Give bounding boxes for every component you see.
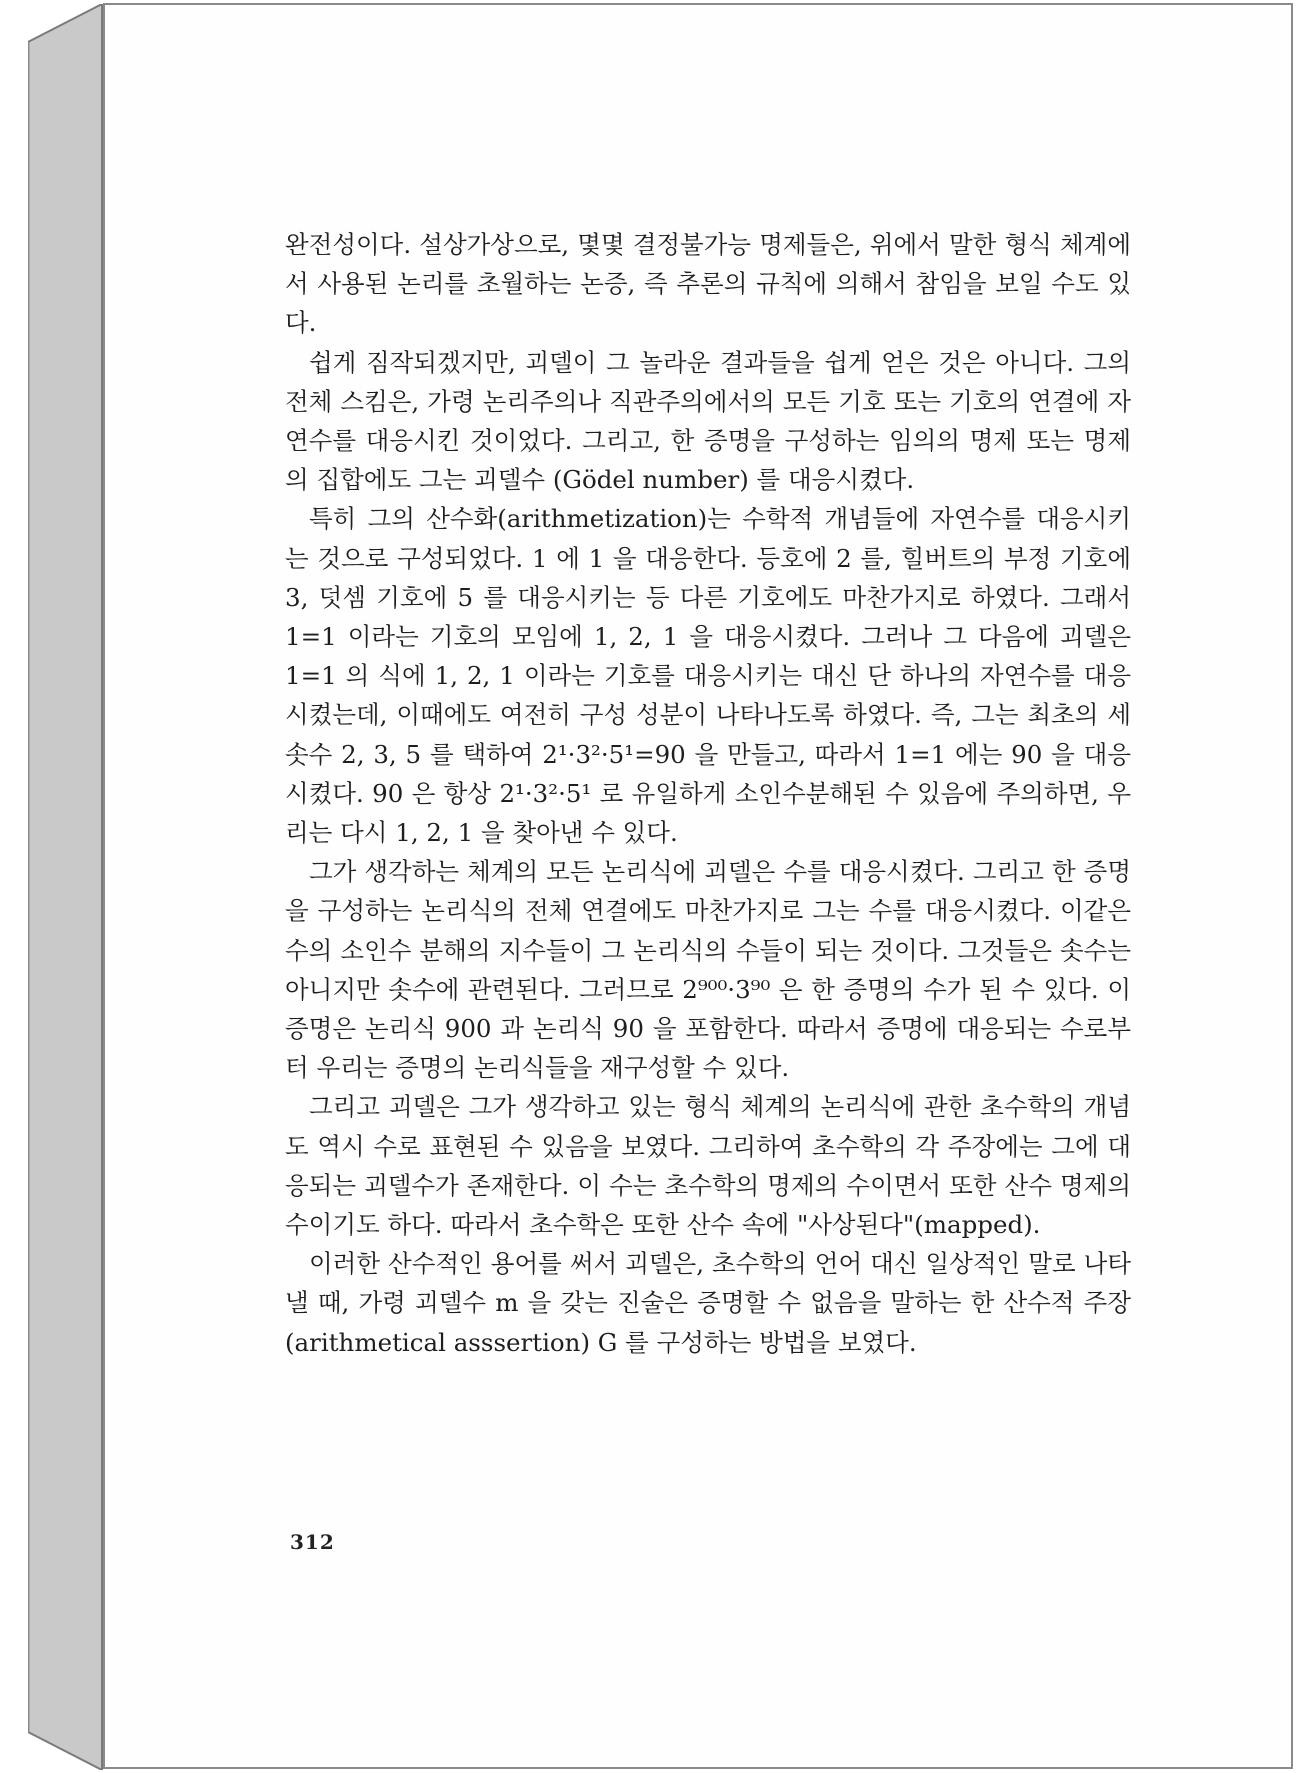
page-number: 312 <box>290 1530 335 1554</box>
paragraph: 그리고 괴델은 그가 생각하고 있는 형식 체계의 논리식에 관한 초수학의 개념도 역시 수로 표현된 수 있음을 보였다. 그리하여 초수학의 각 주장에는 그에 대응되는 괴델수가 존재한다. 이 수는 초수학의 명제의 수이면서 또한 산수 명제의 수이기도 하다. 따라서 초수학은 또한 산수 속에 "사상된다"(mapped). <box>285 1092 1131 1240</box>
page-text <box>285 225 1131 1362</box>
paragraph: 특히 그의 산수화(arithmetization)는 수학적 개념들에 자연수를 대응시키는 것으로 구성되었다. 1 에 1 을 대응한다. 등호에 2 를, 힐버트의 부정 기호에 3, 덧셈 기호에 5 를 대응시키는 등 다른 기호에도 마찬가지로 하였다. 그래서 1=1 이라는 기호의 모임에 1, 2, 1 을 대응시켰다. 그러나 그 다음에 괴델은 1=1 의 식에 1, 2, 1 이라는 기호를 대응시키는 대신 단 하나의 자연수를 대응시켰는데, 이때에도 여전히 구성 성분이 나타나도록 하였다. 즉, 그는 최초의 세 솟수 2, 3, 5 를 택하여 2¹·3²·5¹=90 을 만들고, 따라서 1=1 에는 90 을 대응시켰다. 90 은 항상 2¹·3²·5¹ 로 유일하게 소인수분해된 수 있음에 주의하면, 우리는 다시 1, 2, 1 을 찾아낸 수 있다. <box>285 504 1131 848</box>
paragraph: 완전성이다. 설상가상으로, 몇몇 결정불가능 명제들은, 위에서 말한 형식 체계에서 사용된 논리를 초월하는 논증, 즉 추론의 규칙에 의해서 참임을 보일 수도 있다. <box>285 230 1131 338</box>
paragraph: 이러한 산수적인 용어를 써서 괴델은, 초수학의 언어 대신 일상적인 말로 나타낼 때, 가령 괴델수 m 을 갖는 진술은 증명할 수 없음을 말하는 한 산수적 주장(arithmetical asssertion) G 를 구성하는 방법을 보였다. <box>285 1249 1131 1357</box>
paragraph: 그가 생각하는 체계의 모든 논리식에 괴델은 수를 대응시켰다. 그리고 한 증명을 구성하는 논리식의 전체 연결에도 마찬가지로 그는 수를 대응시켰다. 이같은 수의 소인수 분해의 지수들이 그 논리식의 수들이 되는 것이다. 그것들은 솟수는 아니지만 솟수에 관련된다. 그러므로 2⁹⁰⁰·3⁹⁰ 은 한 증명의 수가 된 수 있다. 이 증명은 논리식 900 과 논리식 90 을 포함한다. 따라서 증명에 대응되는 수로부터 우리는 증명의 논리식들을 재구성할 수 있다. <box>285 857 1131 1083</box>
book-spine <box>28 4 104 1770</box>
paragraph: 쉽게 짐작되겠지만, 괴델이 그 놀라운 결과들을 쉽게 얻은 것은 아니다. 그의 전체 스킴은, 가령 논리주의나 직관주의에서의 모든 기호 또는 기호의 연결에 자연수를 대응시킨 것이었다. 그리고, 한 증명을 구성하는 임의의 명제 또는 명제의 집합에도 그는 괴델수 (Gödel number) 를 대응시켰다. <box>285 347 1131 495</box>
